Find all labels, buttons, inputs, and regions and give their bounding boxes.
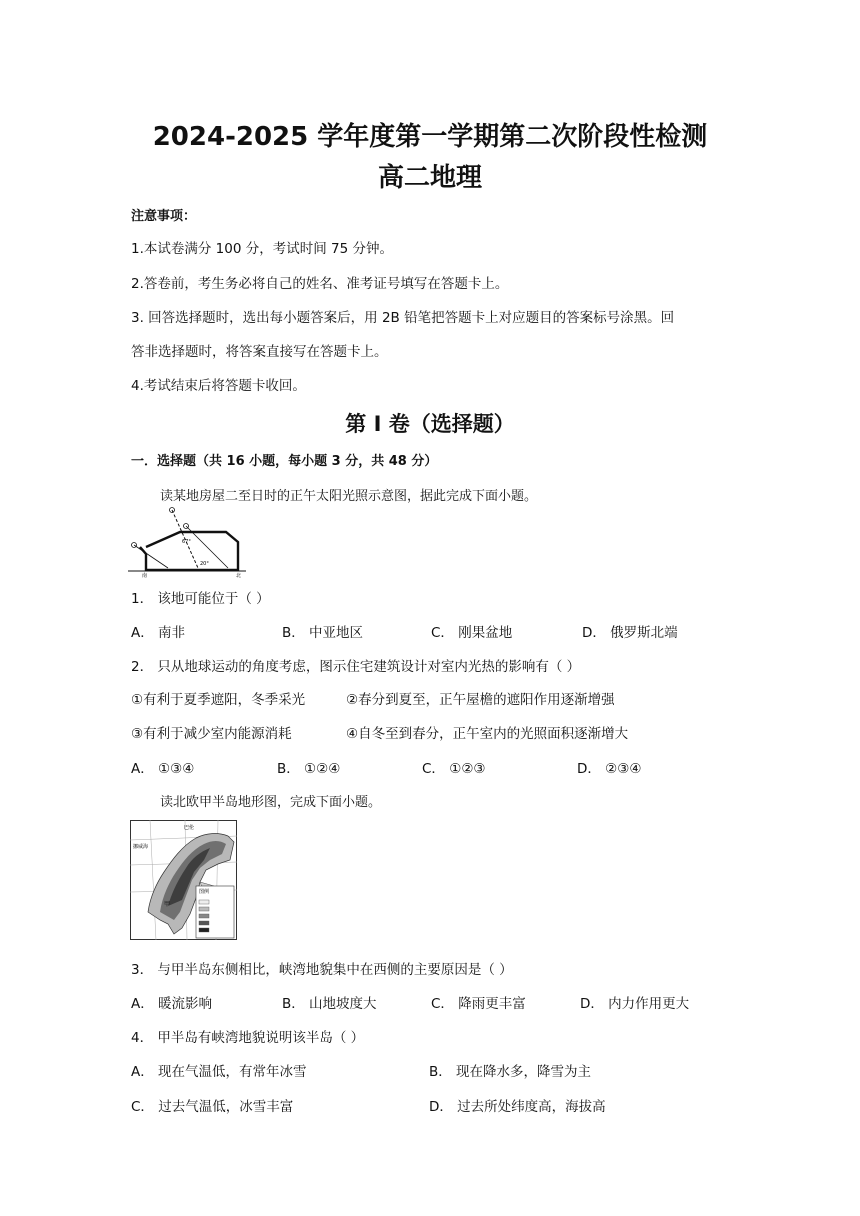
q3-option-a: A． 暖流影响 [131, 996, 213, 1012]
notice-heading: 注意事项： [131, 209, 197, 224]
map-land-label: 甲 [164, 901, 171, 908]
house-sunlight-figure [128, 506, 246, 578]
q4-option-c: C． 过去气温低，冰雪丰富 [131, 1099, 294, 1115]
q2-option-c: C． ①②③ [422, 761, 486, 777]
south-label: 南 [142, 573, 148, 578]
q2-option-d: D． ②③④ [577, 761, 642, 777]
q1-option-d: D． 俄罗斯北端 [582, 625, 678, 641]
q4-option-d: D． 过去所处纬度高，海拔高 [429, 1099, 606, 1115]
q3-option-d: D． 内力作用更大 [580, 996, 690, 1012]
angle-top-label: 67° [182, 539, 191, 545]
group2-intro: 读北欧甲半岛地形图，完成下面小题。 [160, 795, 382, 810]
map-legend-title: 图例 [199, 889, 210, 895]
q3-option-c: C． 降雨更丰富 [431, 996, 526, 1012]
notice-item-2: 2.答卷前，考生务必将自己的姓名、准考证号填写在答题卡上。 [131, 276, 509, 292]
q2-statement-1: ①有利于夏季遮阳，冬季采光 [131, 692, 306, 708]
notice-item-4: 4.考试结束后将答题卡收回。 [131, 378, 306, 394]
section-heading: 一．选择题（共 16 小题，每小题 3 分，共 48 分） [131, 454, 438, 469]
q2-option-a: A． ①③④ [131, 761, 195, 777]
exam-title: 2024-2025 学年度第一学期第二次阶段性检测 [152, 122, 708, 152]
q2-option-b: B． ①②④ [277, 761, 341, 777]
q1-option-b: B． 中亚地区 [282, 625, 364, 641]
notice-item-1: 1.本试卷满分 100 分，考试时间 75 分钟。 [131, 241, 393, 257]
q4-stem: 4． 甲半岛有峡湾地貌说明该半岛（ ） [131, 1030, 365, 1046]
exam-subject: 高二地理 [377, 163, 482, 193]
q1-stem: 1． 该地可能位于（ ） [131, 591, 270, 607]
q2-statement-4: ④自冬至到春分，正午室内的光照面积逐渐增大 [346, 726, 629, 742]
notice-item-3-cont: 答非选择题时，将答案直接写在答题卡上。 [131, 344, 388, 360]
q1-option-a: A． 南非 [131, 625, 186, 641]
q4-option-a: A． 现在气温低，有常年冰雪 [131, 1064, 307, 1080]
map-sea-left-label: 挪威海 [133, 844, 149, 850]
q3-stem: 3． 与甲半岛东侧相比，峡湾地貌集中在西侧的主要原因是（ ） [131, 962, 513, 978]
notice-item-3: 3. 回答选择题时，选出每小题答案后，用 2B 铅笔把答题卡上对应题目的答案标号涂黑。回 [131, 310, 675, 326]
q3-option-b: B． 山地坡度大 [282, 996, 377, 1012]
q2-statement-3: ③有利于减少室内能源消耗 [131, 726, 292, 742]
q2-stem: 2． 只从地球运动的角度考虑，图示住宅建筑设计对室内光热的影响有（ ） [131, 659, 581, 675]
map-sea-top-label: 巴伦 [184, 825, 195, 831]
peninsula-terrain-map [130, 820, 237, 940]
north-label: 北 [236, 573, 242, 578]
q4-option-b: B． 现在降水多，降雪为主 [429, 1064, 592, 1080]
q1-option-c: C． 刚果盆地 [431, 625, 513, 641]
q2-statement-2: ②春分到夏至，正午屋檐的遮阳作用逐渐增强 [346, 692, 615, 708]
group1-intro: 读某地房屋二至日时的正午太阳光照示意图，据此完成下面小题。 [160, 489, 538, 504]
part-title: 第 I 卷（选择题） [345, 412, 515, 436]
angle-bottom-label: 20° [200, 561, 209, 567]
